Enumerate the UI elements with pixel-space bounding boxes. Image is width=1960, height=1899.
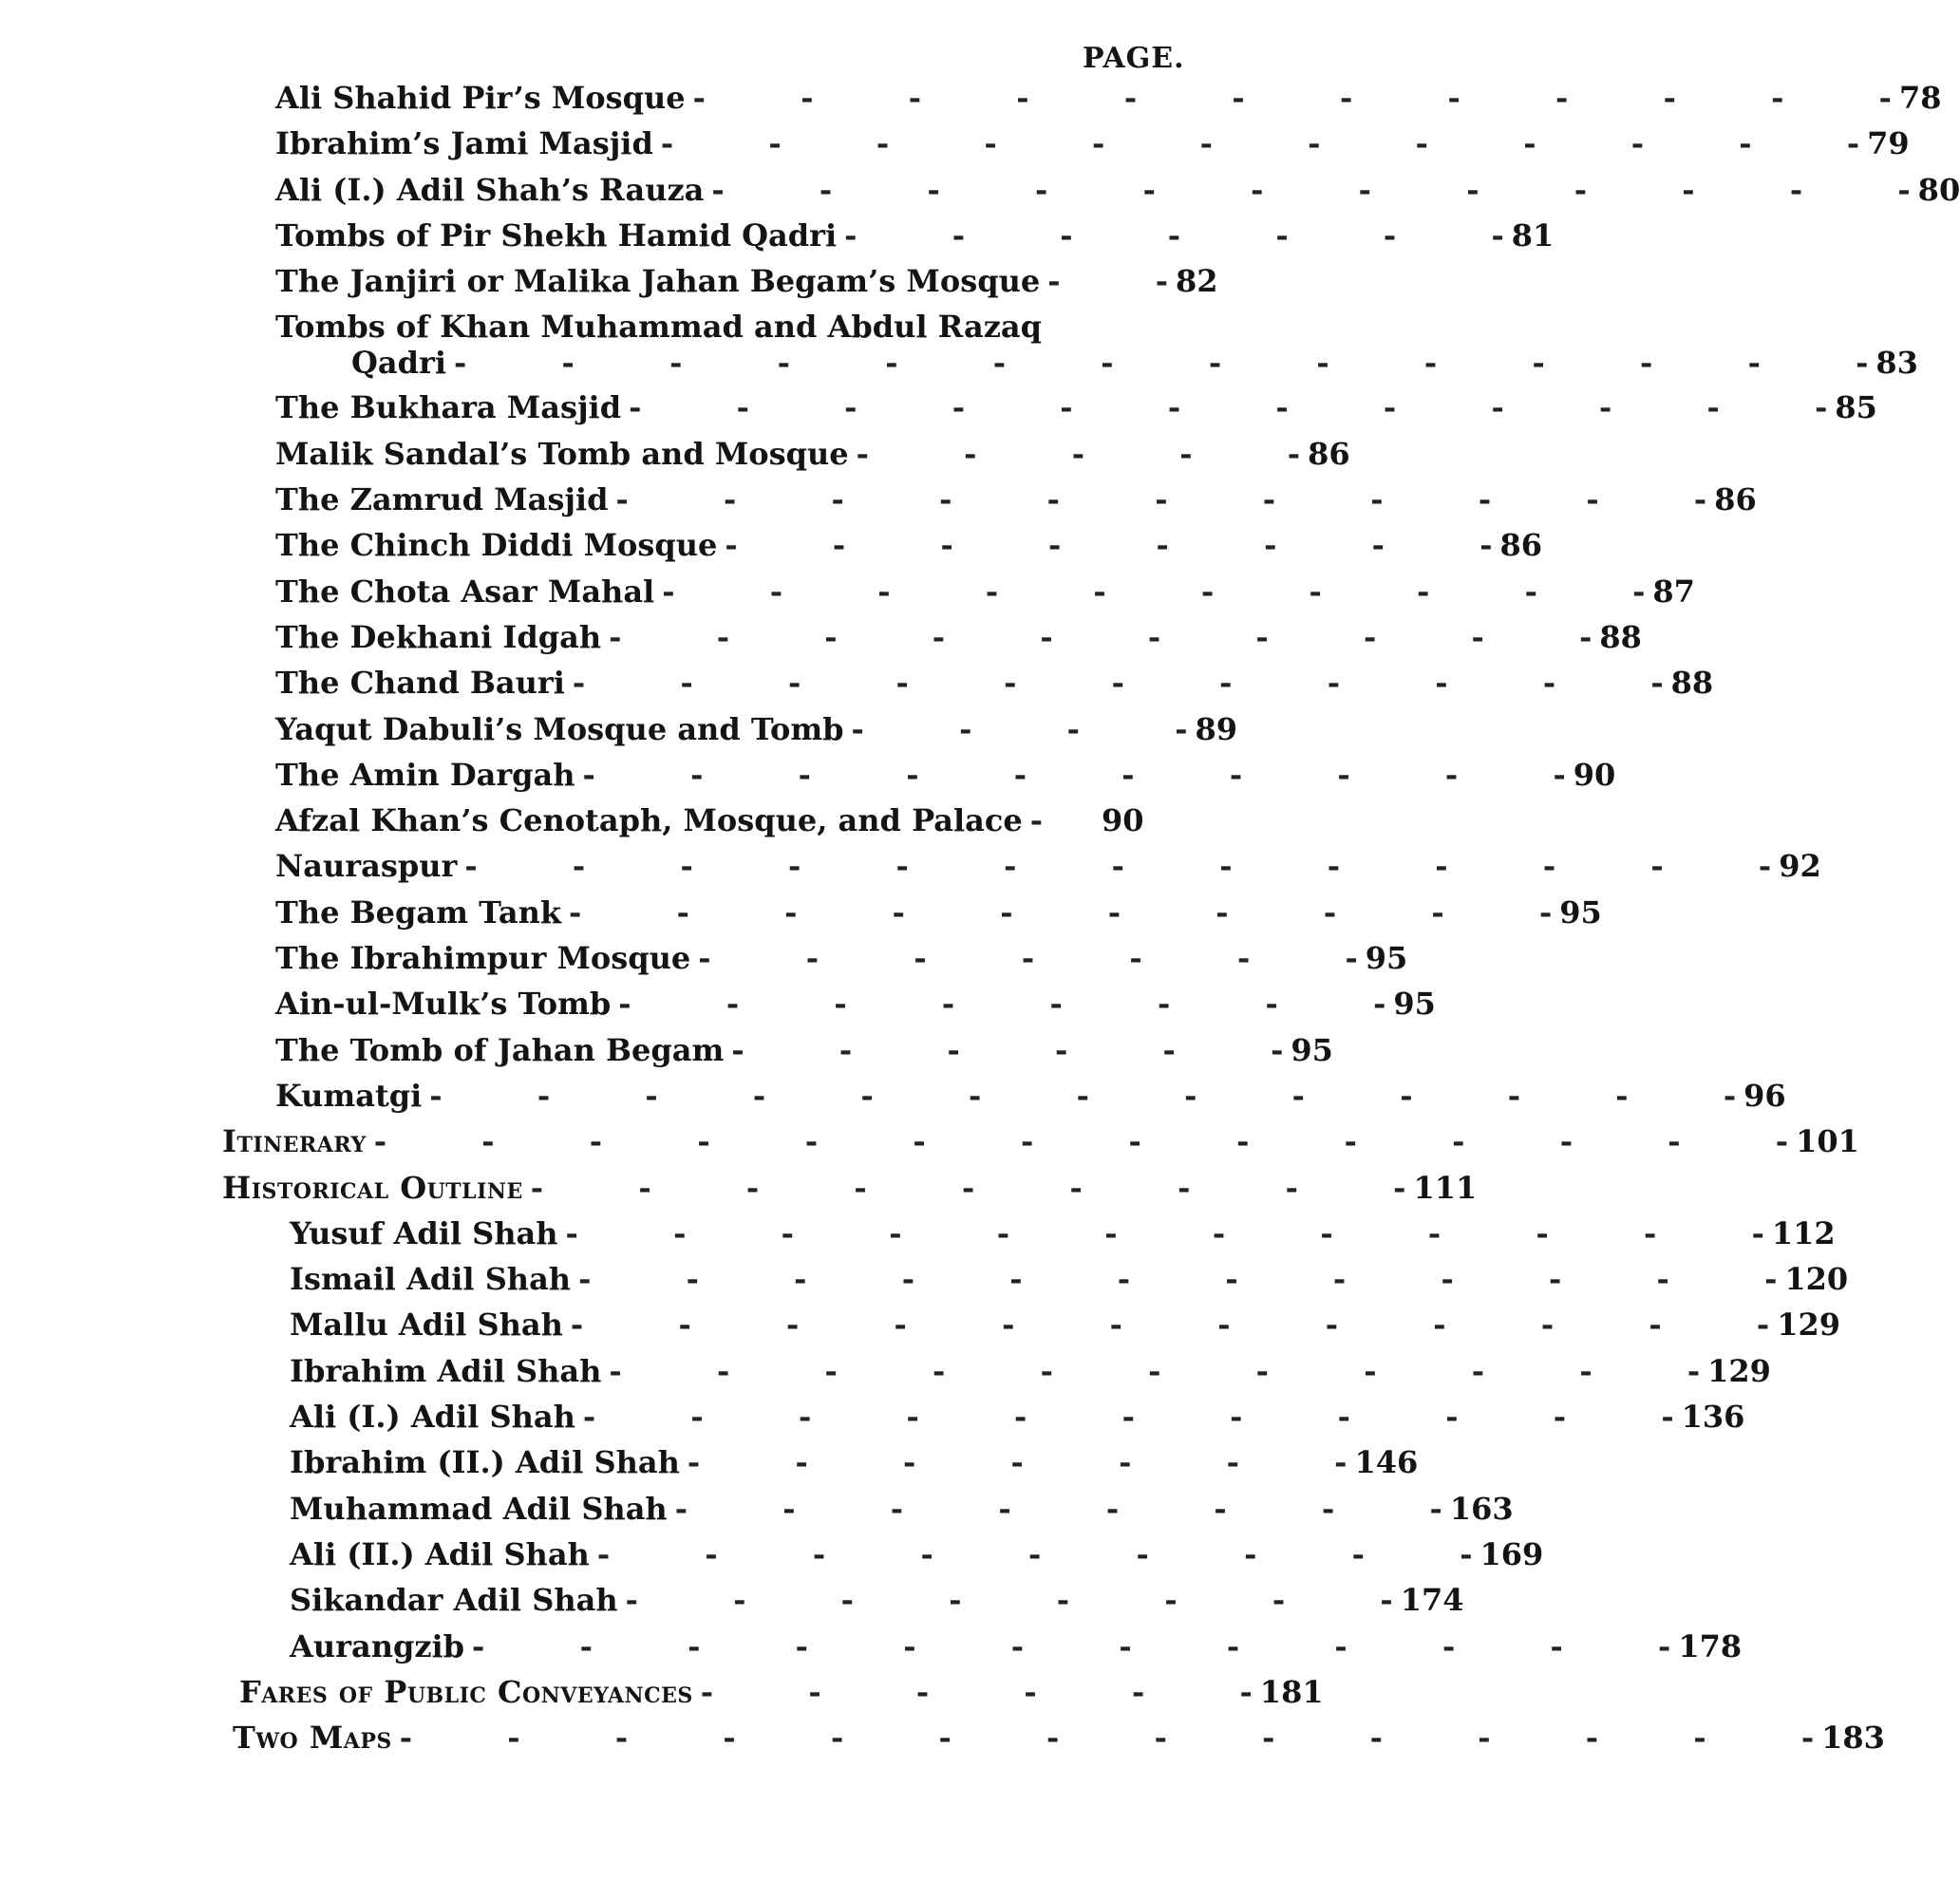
dot-leader: - (1029, 802, 1044, 839)
toc-entry[interactable] (275, 527, 1542, 573)
toc-entry-title: Mallu Adil Shah (290, 1307, 563, 1344)
toc-entry-title-line1: Tombs of Khan Muhammad and Abdul Razaq (275, 309, 1042, 346)
toc-entry-title: Ismail Adil Shah (290, 1261, 572, 1298)
dot-leader: - - (1047, 263, 1169, 300)
dot-leader: - - - - - - - - - - - - - (464, 848, 1772, 885)
toc-entry-title: Sikandar Adil Shah (290, 1582, 618, 1619)
toc-entry-page: 163 (1449, 1490, 1514, 1527)
toc-entry-title: Nauraspur (275, 848, 458, 885)
toc-entry[interactable] (275, 710, 1237, 757)
toc-section-page: 111 (1413, 1169, 1478, 1206)
toc-entry[interactable] (290, 1535, 1544, 1582)
table-of-contents (0, 80, 1960, 1765)
toc-entry-title: The Zamrud Masjid (275, 481, 609, 518)
toc-entry-page: 81 (1511, 216, 1555, 254)
toc-entry-page: 88 (1599, 618, 1642, 655)
toc-entry[interactable] (290, 1399, 1745, 1444)
toc-entry-title: The Ibrahimpur Mosque (275, 940, 691, 977)
toc-entry-page: 95 (1559, 893, 1602, 931)
dot-leader: - - - - - - - - (618, 986, 1386, 1023)
dot-leader: - - - - - - - (687, 1444, 1348, 1481)
toc-entry-page: 92 (1779, 848, 1821, 885)
toc-entry-title: Yaqut Dabuli’s Mosque and Tomb (275, 710, 844, 747)
dot-leader: - - - - - - - - - - - - (629, 389, 1828, 426)
toc-entry[interactable] (290, 1214, 1836, 1261)
toc-entry[interactable] (290, 1352, 1771, 1399)
toc-entry[interactable] (275, 263, 1218, 309)
toc-entry-page: 87 (1652, 573, 1695, 610)
toc-entry-page: 178 (1678, 1627, 1743, 1664)
toc-section-title: Fares of Public Conveyances (239, 1673, 693, 1710)
dot-leader: - - - - - - - - - - - (609, 1352, 1701, 1389)
toc-section-title: Two Maps (233, 1720, 392, 1757)
toc-entry-twoline[interactable] (275, 309, 1918, 389)
toc-entry-title: Ain-ul-Mulk’s Tomb (275, 986, 612, 1023)
dot-leader: - - - - - - - - - - (662, 573, 1646, 610)
toc-entry-page: 89 (1195, 710, 1237, 747)
dot-leader: - - - - - - - - - - - (615, 481, 1707, 518)
dot-leader: - - - - - - - (844, 216, 1504, 254)
dot-leader: - - - - - - - - - (530, 1169, 1406, 1206)
toc-entry[interactable] (275, 171, 1960, 217)
dot-leader: - - - - - - (700, 1673, 1253, 1710)
dot-leader: - - - - - - - - - - - - (578, 1261, 1778, 1298)
dot-leader: - - - - (851, 710, 1188, 747)
toc-entry-title: Ibrahim Adil Shah (290, 1352, 602, 1389)
toc-entry[interactable] (275, 573, 1695, 619)
toc-entry-title: The Janjiri or Malika Jahan Begam’s Mosque (275, 263, 1041, 300)
toc-section-page: 181 (1259, 1673, 1324, 1710)
dot-leader: - - - - - - - - - - - (572, 665, 1664, 702)
toc-entry-page: 85 (1835, 389, 1877, 426)
dot-leader: - - - - - - - - - - - - (565, 1214, 1764, 1251)
toc-entry-title: Muhammad Adil Shah (290, 1490, 668, 1527)
dot-leader: - - - - - - - - - - - - (692, 80, 1892, 116)
toc-entry[interactable] (275, 1077, 1786, 1123)
toc-entry[interactable] (275, 618, 1642, 665)
dot-leader: - - - - - - - - - - - - (660, 125, 1860, 162)
toc-entry-page: 146 (1354, 1444, 1419, 1481)
dot-leader: - - - - - - - - (625, 1582, 1393, 1619)
dot-leader: - - - - - - (731, 1031, 1284, 1068)
toc-entry-page: 129 (1777, 1307, 1840, 1344)
toc-entry-page: 79 (1867, 125, 1910, 162)
toc-entry[interactable] (275, 80, 1942, 125)
toc-entry-title: The Begam Tank (275, 893, 562, 931)
toc-entry-title: Ali (I.) Adil Shah (290, 1399, 575, 1436)
toc-entry-page: 83 (1875, 345, 1918, 382)
toc-entry-title: The Chand Bauri (275, 665, 565, 702)
toc-entry-page: 78 (1898, 80, 1942, 116)
toc-section-page: 101 (1796, 1123, 1859, 1160)
toc-entry-title: The Chota Asar Mahal (275, 573, 655, 610)
toc-entry-page: 82 (1176, 263, 1218, 300)
toc-entry-page: 96 (1743, 1077, 1786, 1114)
toc-entry-title: Afzal Khan’s Cenotaph, Mosque, and Palace (275, 802, 1023, 839)
toc-entry-title: Ibrahim (II.) Adil Shah (290, 1444, 680, 1481)
dot-leader: - - - - - - - - - - - - - - (454, 345, 1869, 382)
toc-entry-page: 86 (1308, 435, 1350, 472)
toc-section-fares[interactable] (239, 1673, 1324, 1720)
toc-entry[interactable] (275, 216, 1555, 263)
toc-entry-title: The Bukhara Masjid (275, 389, 622, 426)
dot-leader: - - - - - - - - - - - (582, 1399, 1674, 1436)
page-column-header: PAGE. (1083, 42, 1185, 75)
toc-entry-page: 90 (1102, 802, 1144, 839)
toc-entry-page: 120 (1784, 1261, 1849, 1298)
toc-entry-page: 86 (1714, 481, 1757, 518)
toc-entry-title: Yusuf Adil Shah (290, 1214, 558, 1251)
dot-leader: - - - - - - - - - (596, 1535, 1473, 1572)
dot-leader: - - - - - - - - - - - - - - (373, 1123, 1789, 1160)
toc-entry-title: Ali (II.) Adil Shah (290, 1535, 590, 1572)
dot-leader: - - - - - - - - - - - - (570, 1307, 1770, 1344)
toc-entry-title: The Chinch Diddi Mosque (275, 527, 718, 564)
toc-entry-title: The Dekhani Idgah (275, 618, 602, 655)
toc-entry-page: 86 (1499, 527, 1542, 564)
toc-entry[interactable] (290, 1444, 1419, 1490)
toc-entry-page: 169 (1479, 1535, 1544, 1572)
toc-entry[interactable] (275, 389, 1877, 435)
dot-leader: - - - - - - - - - - - - (711, 171, 1911, 208)
toc-entry[interactable] (275, 125, 1910, 171)
toc-entry-title-line2: Qadri (351, 345, 446, 382)
toc-section-itinerary[interactable] (222, 1123, 1859, 1169)
toc-entry-page: 80 (1917, 171, 1960, 208)
dot-leader: - - - - - - - (698, 940, 1358, 977)
dot-leader: - - - - - - - - - - - - - - (399, 1720, 1815, 1757)
toc-entry-title: Ali (I.) Adil Shah’s Rauza (275, 171, 705, 208)
toc-entry-title: Ibrahim’s Jami Masjid (275, 125, 653, 162)
toc-entry[interactable] (275, 940, 1408, 986)
toc-entry-page: 95 (1393, 986, 1436, 1023)
toc-entry[interactable] (275, 848, 1821, 893)
toc-entry-title: Malik Sandal’s Tomb and Mosque (275, 435, 849, 472)
toc-entry[interactable] (275, 893, 1602, 940)
toc-entry-title: The Tomb of Jahan Begam (275, 1031, 725, 1068)
toc-entry[interactable] (275, 1031, 1333, 1078)
dot-leader: - - - - - (856, 435, 1301, 472)
toc-section-title: Historical Outline (222, 1169, 523, 1206)
toc-section-maps[interactable] (233, 1720, 1885, 1765)
toc-entry-page: 129 (1707, 1352, 1771, 1389)
toc-entry[interactable] (275, 665, 1714, 710)
toc-entry[interactable] (290, 1490, 1514, 1536)
toc-entry-page: 95 (1291, 1031, 1333, 1068)
dot-leader: - - - - - - - - (674, 1490, 1442, 1527)
toc-entry-page: 174 (1400, 1582, 1464, 1619)
dot-leader: - - - - - - - - - - (609, 618, 1592, 655)
toc-section-historical-outline[interactable] (222, 1169, 1478, 1215)
toc-entry[interactable] (290, 1261, 1849, 1307)
toc-entry-title: The Amin Dargah (275, 756, 575, 793)
toc-entry[interactable] (275, 481, 1757, 527)
toc-entry-title: Aurangzib (290, 1627, 465, 1664)
toc-entry-page: 88 (1670, 665, 1714, 702)
toc-entry-title: Ali Shahid Pir’s Mosque (275, 80, 686, 116)
toc-entry-page: 95 (1365, 940, 1408, 977)
toc-entry[interactable] (290, 1582, 1464, 1627)
toc-section-title: Itinerary (222, 1123, 367, 1160)
toc-entry[interactable] (275, 802, 1187, 848)
toc-entry[interactable] (275, 756, 1616, 802)
dot-leader: - - - - - - - - - - (582, 756, 1566, 793)
toc-entry[interactable] (275, 986, 1436, 1031)
toc-entry[interactable] (290, 1627, 1743, 1674)
toc-entry-page: 136 (1681, 1399, 1745, 1436)
toc-entry-title: Kumatgi (275, 1077, 423, 1114)
dot-leader: - - - - - - - - (725, 527, 1493, 564)
toc-section-page: 183 (1821, 1720, 1885, 1757)
toc-entry[interactable] (290, 1307, 1840, 1352)
dot-leader: - - - - - - - - - - (569, 893, 1553, 931)
toc-entry-title: Tombs of Pir Shekh Hamid Qadri (275, 216, 838, 254)
dot-leader: - - - - - - - - - - - - (472, 1627, 1671, 1664)
dot-leader: - - - - - - - - - - - - - (429, 1077, 1737, 1114)
toc-entry-page: 90 (1573, 756, 1616, 793)
toc-entry[interactable] (275, 435, 1350, 481)
toc-entry-page: 112 (1771, 1214, 1836, 1251)
